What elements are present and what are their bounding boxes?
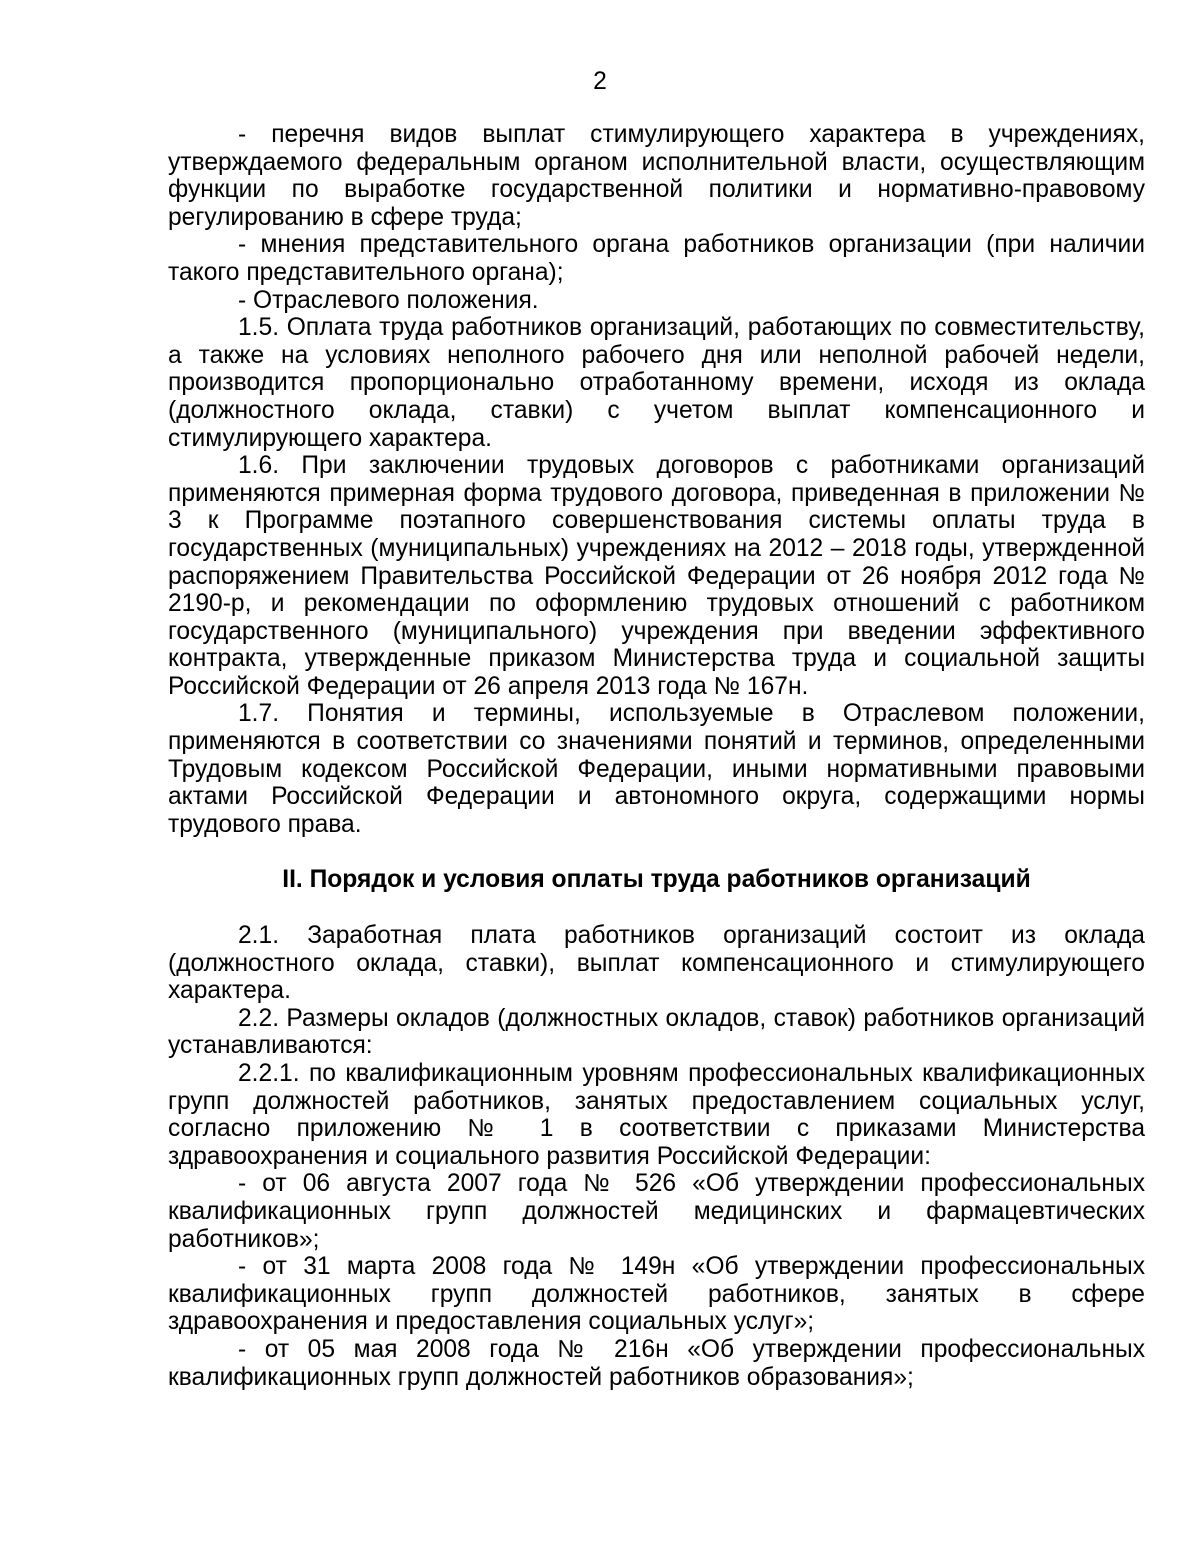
- document-body: [168, 121, 1145, 1391]
- paragraph-2-1: 2.1. Заработная плата работников организаций состоит из оклада (должностного оклада, ставки), выплат компенсационного и стимулирующего характера.: [168, 922, 1145, 1005]
- paragraph-order-526: - от 06 августа 2007 года № 526 «Об утверждении профессиональных квалификационных групп должностей медицинских и фармацевтических работников»;: [168, 1170, 1145, 1253]
- paragraph-payments-list: - перечня видов выплат стимулирующего характера в учреждениях, утверждаемого федеральным органом исполнительной власти, осуществляющим функции по выработке государственной политики и нормативно-правовому регулированию в сфере труда;: [168, 121, 1145, 231]
- paragraph-1-7: 1.7. Понятия и термины, используемые в Отраслевом положении, применяются в соответствии со значениями понятий и терминов, определенными Трудовым кодексом Российской Федерации, иными нормативными правовыми актами Российской Федерации и автономного округа, содержащими нормы трудового права.: [168, 700, 1145, 838]
- paragraph-2-2-1: 2.2.1. по квалификационным уровням профессиональных квалификационных групп должностей работников, занятых предоставлением социальных услуг, согласно приложению № 1 в соответствии с приказами Министерства здравоохранения и социального развития Российской Федерации:: [168, 1060, 1145, 1170]
- paragraph-sector-regulation: - Отраслевого положения.: [238, 286, 539, 314]
- page-number: 2: [593, 68, 607, 95]
- paragraph-2-2: 2.2. Размеры окладов (должностных окладов, ставок) работников организаций устанавливаются:: [168, 1004, 1145, 1060]
- paragraph-order-149n: - от 31 марта 2008 года № 149н «Об утверждении профессиональных квалификационных групп должностей работников, занятых в сфере здравоохранения и предоставления социальных услуг»;: [168, 1253, 1145, 1336]
- paragraph-1-6: 1.6. При заключении трудовых договоров с работниками организаций применяются примерная форма трудового договора, приведенная в приложении № 3 к Программе поэтапного совершенствования системы оплаты труда в государственных (муниципальных) учреждениях на 2012 – 2018 годы, утвержденной распоряжением Правительства Российской Федерации от 26 ноября 2012 года № 2190-р, и рекомендации по оформлению трудовых отношений с работником государственного (муниципального) учреждения при введении эффективного контракта, утвержденные приказом Министерства труда и социальной защиты Российской Федерации от 26 апреля 2013 года № 167н.: [168, 452, 1145, 700]
- paragraph-representative-opinion: - мнения представительного органа работников организации (при наличии такого представительного органа);: [168, 231, 1145, 286]
- paragraph-1-5: 1.5. Оплата труда работников организаций, работающих по совместительству, а также на условиях неполного рабочего дня или неполной рабочей недели, производится пропорционально отработанному времени, исходя из оклада (должностного оклада, ставки) с учетом выплат компенсационного и стимулирующего характера.: [168, 314, 1145, 452]
- section-heading: II. Порядок и условия оплаты труда работников организаций: [282, 866, 1031, 894]
- paragraph-order-216n: - от 05 мая 2008 года № 216н «Об утверждении профессиональных квалификационных групп должностей работников образования»;: [168, 1335, 1145, 1391]
